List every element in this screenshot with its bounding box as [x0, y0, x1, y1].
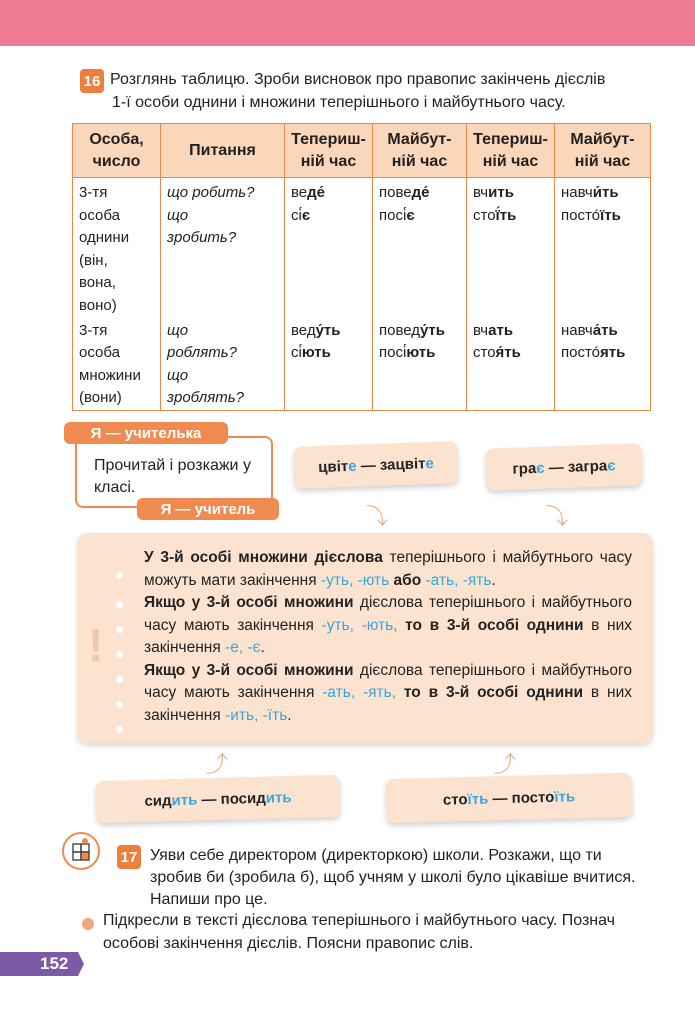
rule-paragraph-1: У 3-й особі множини дієслова теперішнього і майбутнього часу можуть мати закінчення -уть, -ють або -ать, -ять.	[144, 549, 633, 589]
rule-text	[144, 547, 632, 727]
down-arrow-icon: ⤵	[366, 504, 389, 529]
header-future-2: Майбут- ній час	[555, 124, 651, 178]
puzzle-icon	[62, 832, 100, 870]
header-future-1: Майбут- ній час	[373, 124, 467, 178]
up-arrow-icon: ⤴	[206, 752, 229, 777]
cell-question-plural: що роблять? що зроблять?	[161, 320, 285, 411]
header-person-number: Особа, число	[73, 124, 161, 178]
table-row-singular	[73, 178, 651, 320]
cell-question-singular: що робить? що зробить?	[161, 178, 285, 320]
teacher-female-tab: Я — учителька	[64, 422, 228, 444]
example-card-stoit: сто їть — посто їть	[385, 773, 632, 823]
rule-dot-icon	[116, 651, 123, 658]
cell-future-1-singular: поведе́ посі́є	[373, 178, 467, 320]
cell-future-2-singular: навчи́ть посто́їть	[555, 178, 651, 320]
teacher-male-tab: Я — учитель	[137, 498, 279, 520]
rule-dot-icon	[116, 626, 123, 633]
verb-endings-table	[72, 123, 651, 411]
table-header-row	[73, 124, 651, 178]
cell-future-2-plural: навча́ть посто́ять	[555, 320, 651, 411]
rule-paragraph-2: Якщо у 3-й особі множини дієслова теперішнього і майбутнього часу мають закінчення -уть, -ють, то в 3-й особі однини в них закінчення -е, -є.	[144, 594, 632, 656]
teacher-note-text: Прочитай і розкажи у класі.	[94, 457, 251, 496]
header-question: Питання	[161, 124, 285, 178]
example-card-cvite: цвіт е — зацвіт е	[293, 441, 458, 489]
rule-dot-icon	[116, 701, 123, 708]
rule-dot-icon	[116, 676, 123, 683]
cell-present-2-singular: вчить стої́ть	[467, 178, 555, 320]
puzzle-icon-graphic	[64, 834, 98, 868]
task-17-subtask: Підкресли в тексті дієслова теперішнього і майбутнього часу. Познач особові закінчення дієслів. Поясни правопис слів.	[103, 912, 616, 952]
cell-future-1-plural: поведу́ть посі́ють	[373, 320, 467, 411]
top-header-band	[0, 0, 695, 46]
example-card-sydyt: сид ить — посид ить	[95, 775, 340, 823]
header-present-1: Тепериш- ній час	[285, 124, 373, 178]
task-16-instruction	[110, 68, 670, 114]
cell-present-2-plural: вчать стоя́ть	[467, 320, 555, 411]
task-17-number-badge: 17	[117, 845, 141, 869]
task-17-instruction: Уяви себе директором (директоркою) школи. Розкажи, що ти зробив би (зробила б), щоб учням у школі було цікавіше вчитися. Напиши про це.	[150, 847, 636, 908]
rule-dot-icon	[116, 726, 123, 733]
rule-dot-icon	[116, 572, 123, 579]
cell-person-singular: 3-тя особа однини (він, вона, воно)	[73, 178, 161, 320]
page-number: 152	[40, 954, 69, 973]
task-16-line-1: Розглянь таблицю. Зроби висновок про правопис закінчень дієслів	[110, 71, 606, 88]
cell-person-plural: 3-тя особа множини (вони)	[73, 320, 161, 411]
cell-present-1-plural: веду́ть сі́ють	[285, 320, 373, 411]
up-arrow-icon: ⤴	[494, 752, 517, 777]
rule-dot-icon	[116, 601, 123, 608]
down-arrow-icon: ⤵	[546, 504, 569, 529]
cell-present-1-singular: веде́ сі́є	[285, 178, 373, 320]
bullet-icon	[82, 918, 94, 930]
task-16-line-2: 1-ї особи однини і множини теперішнього і майбутнього часу.	[112, 94, 566, 111]
header-present-2: Тепериш- ній час	[467, 124, 555, 178]
task-16-number-badge: 16	[80, 69, 104, 93]
rule-paragraph-3: Якщо у 3-й особі множини дієслова теперішнього і майбутнього часу мають закінчення -ать, -ять, то в 3-й особі однини в них закінчення -ить, -їть.	[144, 661, 632, 724]
example-card-hraie: гра є — загра є	[485, 443, 642, 490]
exclamation-icon: !	[88, 619, 104, 671]
table-row-plural	[73, 320, 651, 411]
